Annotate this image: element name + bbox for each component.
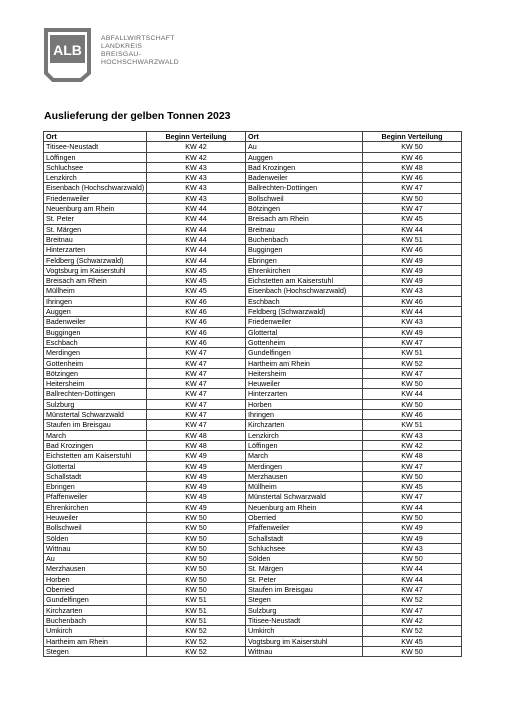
table-cell-ort: Lenzkirch [44, 173, 147, 183]
table-cell-week: KW 50 [147, 585, 246, 595]
table-row [44, 564, 462, 574]
table-row [44, 152, 462, 162]
table-cell-ort: St. Märgen [44, 224, 147, 234]
table-cell-week: KW 43 [147, 173, 246, 183]
table-cell-ort: Gottenheim [44, 358, 147, 368]
table-cell-ort: Buggingen [44, 327, 147, 337]
table-cell-week: KW 47 [363, 605, 462, 615]
table-row [44, 410, 462, 420]
table-cell-week: KW 50 [363, 399, 462, 409]
table-row [44, 142, 462, 152]
table-cell-week: KW 44 [147, 255, 246, 265]
table-cell-ort: Müllheim [246, 482, 363, 492]
table-cell-ort: Friedenweiler [44, 193, 147, 203]
table-cell-week: KW 44 [363, 224, 462, 234]
table-cell-week: KW 43 [363, 317, 462, 327]
table-cell-week: KW 49 [363, 265, 462, 275]
table-cell-ort: Feldberg (Schwarzwald) [44, 255, 147, 265]
table-cell-week: KW 43 [363, 430, 462, 440]
table-cell-week: KW 46 [147, 296, 246, 306]
table-row [44, 502, 462, 512]
table-cell-week: KW 52 [147, 646, 246, 656]
table-cell-ort: Eschbach [246, 296, 363, 306]
table-row [44, 337, 462, 347]
table-cell-ort: Stegen [246, 595, 363, 605]
logo-mark-text: ALB [53, 42, 82, 58]
table-cell-ort: Breisach am Rhein [44, 276, 147, 286]
table-cell-ort: Staufen im Breisgau [44, 420, 147, 430]
table-cell-week: KW 49 [147, 482, 246, 492]
table-cell-week: KW 50 [147, 533, 246, 543]
table-row [44, 193, 462, 203]
table-cell-ort: Löffingen [246, 440, 363, 450]
table-cell-week: KW 45 [147, 286, 246, 296]
table-row [44, 245, 462, 255]
table-cell-week: KW 49 [147, 461, 246, 471]
table-cell-ort: Feldberg (Schwarzwald) [246, 307, 363, 317]
table-cell-ort: Eisenbach (Hochschwarzwald) [44, 183, 147, 193]
table-cell-week: KW 43 [147, 193, 246, 203]
table-cell-week: KW 50 [363, 471, 462, 481]
table-cell-ort: Eichstetten am Kaiserstuhl [246, 276, 363, 286]
table-cell-week: KW 47 [147, 348, 246, 358]
table-cell-ort: Horben [246, 399, 363, 409]
table-cell-ort: Pfaffenweiler [44, 492, 147, 502]
table-cell-ort: Heitersheim [44, 379, 147, 389]
table-row [44, 276, 462, 286]
column-header-beginn: Beginn Verteilung [363, 132, 462, 142]
table-cell-ort: St. Peter [44, 214, 147, 224]
table-cell-ort: Oberried [44, 585, 147, 595]
table-cell-week: KW 43 [363, 543, 462, 553]
table-cell-week: KW 52 [147, 636, 246, 646]
table-cell-week: KW 46 [363, 296, 462, 306]
table-cell-week: KW 50 [363, 193, 462, 203]
table-cell-week: KW 45 [147, 265, 246, 275]
table-cell-week: KW 50 [363, 379, 462, 389]
table-cell-week: KW 44 [363, 564, 462, 574]
table-cell-week: KW 44 [147, 245, 246, 255]
table-cell-ort: Bad Krozingen [44, 440, 147, 450]
table-cell-week: KW 52 [147, 626, 246, 636]
table-cell-week: KW 49 [147, 492, 246, 502]
table-cell-ort: Heuweiler [246, 379, 363, 389]
table-cell-week: KW 49 [363, 255, 462, 265]
table-cell-ort: Umkirch [246, 626, 363, 636]
table-cell-ort: Titisee-Neustadt [246, 615, 363, 625]
table-cell-ort: Eichstetten am Kaiserstuhl [44, 451, 147, 461]
logo-line: ABFALLWIRTSCHAFT [101, 35, 175, 42]
table-row [44, 512, 462, 522]
table-row [44, 348, 462, 358]
table-cell-week: KW 48 [147, 430, 246, 440]
table-cell-ort: Buchenbach [246, 234, 363, 244]
table-cell-ort: Umkirch [44, 626, 147, 636]
table-row [44, 554, 462, 564]
table-cell-ort: Sulzburg [44, 399, 147, 409]
table-cell-week: KW 52 [363, 595, 462, 605]
table-cell-week: KW 46 [147, 307, 246, 317]
table-cell-week: KW 47 [147, 420, 246, 430]
table-cell-week: KW 44 [363, 574, 462, 584]
table-cell-ort: Buggingen [246, 245, 363, 255]
table-cell-ort: Hinterzarten [44, 245, 147, 255]
table-cell-week: KW 50 [363, 512, 462, 522]
table-cell-ort: Pfaffenweiler [246, 523, 363, 533]
table-cell-week: KW 50 [363, 646, 462, 656]
delivery-schedule-table [43, 131, 462, 657]
table-row [44, 399, 462, 409]
table-cell-ort: St. Märgen [246, 564, 363, 574]
table-cell-week: KW 47 [147, 358, 246, 368]
table-cell-ort: Schluchsee [44, 162, 147, 172]
table-cell-ort: Löffingen [44, 152, 147, 162]
table-row [44, 317, 462, 327]
table-cell-ort: Merdingen [246, 461, 363, 471]
column-header-ort: Ort [44, 132, 147, 142]
table-cell-ort: St. Peter [246, 574, 363, 584]
table-cell-ort: Friedenweiler [246, 317, 363, 327]
table-cell-week: KW 51 [363, 348, 462, 358]
table-cell-week: KW 49 [363, 327, 462, 337]
table-cell-ort: Vogtsburg im Kaiserstuhl [246, 636, 363, 646]
table-cell-ort: Gundelfingen [44, 595, 147, 605]
table-cell-week: KW 47 [363, 337, 462, 347]
table-cell-week: KW 52 [363, 626, 462, 636]
table-cell-ort: Ballrechten-Dottingen [246, 183, 363, 193]
table-row [44, 224, 462, 234]
table-cell-week: KW 50 [147, 574, 246, 584]
table-cell-week: KW 50 [147, 543, 246, 553]
table-cell-week: KW 49 [147, 451, 246, 461]
table-cell-week: KW 42 [363, 615, 462, 625]
table-cell-week: KW 52 [363, 358, 462, 368]
table-cell-ort: Breitnau [246, 224, 363, 234]
table-cell-week: KW 50 [363, 142, 462, 152]
table-cell-ort: March [44, 430, 147, 440]
table-row [44, 173, 462, 183]
table-cell-week: KW 46 [363, 152, 462, 162]
table-row [44, 358, 462, 368]
table-cell-week: KW 42 [363, 440, 462, 450]
table-cell-week: KW 44 [363, 502, 462, 512]
table-cell-ort: Schluchsee [246, 543, 363, 553]
table-cell-ort: Titisee-Neustadt [44, 142, 147, 152]
table-cell-ort: Schallstadt [246, 533, 363, 543]
table-row [44, 389, 462, 399]
table-cell-week: KW 44 [147, 224, 246, 234]
table-cell-ort: Kirchzarten [44, 605, 147, 615]
table-cell-ort: Eschbach [44, 337, 147, 347]
table-cell-ort: Horben [44, 574, 147, 584]
table-cell-ort: Ebringen [44, 482, 147, 492]
table-row [44, 533, 462, 543]
table-row [44, 368, 462, 378]
table-cell-week: KW 47 [363, 492, 462, 502]
table-cell-week: KW 50 [363, 554, 462, 564]
alb-logo [43, 27, 273, 85]
table-cell-ort: Sulzburg [246, 605, 363, 615]
table-cell-ort: Wittnau [246, 646, 363, 656]
table-cell-week: KW 47 [147, 389, 246, 399]
table-cell-ort: Ebringen [246, 255, 363, 265]
table-header-row [44, 132, 462, 142]
table-cell-ort: Münstertal Schwarzwald [44, 410, 147, 420]
table-cell-ort: Sölden [44, 533, 147, 543]
table-cell-week: KW 44 [363, 389, 462, 399]
alb-logo-mark [43, 27, 95, 83]
table-cell-ort: Neuenburg am Rhein [246, 502, 363, 512]
table-row [44, 420, 462, 430]
table-row [44, 234, 462, 244]
table-cell-week: KW 49 [363, 276, 462, 286]
table-cell-ort: Stegen [44, 646, 147, 656]
table-cell-ort: Hinterzarten [246, 389, 363, 399]
logo-wordmark [101, 35, 179, 67]
table-cell-ort: Vogtsburg im Kaiserstuhl [44, 265, 147, 275]
table-cell-week: KW 51 [147, 605, 246, 615]
table-cell-ort: Auggen [44, 307, 147, 317]
table-row [44, 605, 462, 615]
table-cell-week: KW 47 [363, 204, 462, 214]
table-cell-week: KW 50 [147, 564, 246, 574]
table-cell-ort: Ehrenkirchen [44, 502, 147, 512]
table-cell-week: KW 45 [363, 636, 462, 646]
table-cell-ort: Lenzkirch [246, 430, 363, 440]
table-row [44, 471, 462, 481]
table-cell-ort: Heuweiler [44, 512, 147, 522]
table-cell-ort: Badenweiler [44, 317, 147, 327]
table-cell-ort: Buchenbach [44, 615, 147, 625]
table-cell-week: KW 46 [147, 317, 246, 327]
table-row [44, 379, 462, 389]
table-cell-ort: Auggen [246, 152, 363, 162]
table-cell-week: KW 49 [363, 523, 462, 533]
table-cell-week: KW 51 [147, 595, 246, 605]
page-title: Auslieferung der gelben Tonnen 2023 [44, 110, 231, 122]
table-cell-ort: Ballrechten-Dottingen [44, 389, 147, 399]
table-cell-week: KW 47 [147, 379, 246, 389]
table-row [44, 296, 462, 306]
table-row [44, 255, 462, 265]
table-cell-week: KW 45 [363, 482, 462, 492]
table-cell-ort: Au [246, 142, 363, 152]
table-row [44, 440, 462, 450]
table-row [44, 585, 462, 595]
table-cell-ort: Glottertal [44, 461, 147, 471]
table-row [44, 636, 462, 646]
table-cell-week: KW 46 [363, 245, 462, 255]
table-cell-week: KW 42 [147, 152, 246, 162]
table-row [44, 265, 462, 275]
table-cell-ort: Breitnau [44, 234, 147, 244]
table-cell-week: KW 47 [363, 368, 462, 378]
table-cell-ort: Eisenbach (Hochschwarzwald) [246, 286, 363, 296]
table-row [44, 204, 462, 214]
table-cell-week: KW 47 [363, 183, 462, 193]
table-cell-week: KW 45 [363, 214, 462, 224]
table-row [44, 327, 462, 337]
table-cell-week: KW 47 [147, 410, 246, 420]
table-cell-week: KW 51 [363, 234, 462, 244]
table-row [44, 286, 462, 296]
table-cell-week: KW 45 [147, 276, 246, 286]
table-cell-ort: Gundelfingen [246, 348, 363, 358]
table-cell-week: KW 47 [147, 368, 246, 378]
table-row [44, 183, 462, 193]
table-cell-ort: Bad Krozingen [246, 162, 363, 172]
table-cell-ort: Badenweiler [246, 173, 363, 183]
table-cell-week: KW 49 [147, 502, 246, 512]
table-cell-ort: Sölden [246, 554, 363, 564]
table-cell-ort: Ehrenkirchen [246, 265, 363, 275]
table-cell-ort: Staufen im Breisgau [246, 585, 363, 595]
table-cell-week: KW 46 [363, 173, 462, 183]
logo-line: LANDKREIS [101, 43, 143, 50]
table-cell-week: KW 48 [363, 451, 462, 461]
table-row [44, 626, 462, 636]
table-cell-week: KW 48 [147, 440, 246, 450]
table-cell-week: KW 46 [147, 337, 246, 347]
table-cell-week: KW 47 [363, 461, 462, 471]
table-cell-week: KW 43 [147, 162, 246, 172]
table-row [44, 523, 462, 533]
table-row [44, 482, 462, 492]
table-cell-ort: Oberried [246, 512, 363, 522]
logo-line: BREISGAU- [101, 51, 142, 58]
table-cell-ort: Bötzingen [44, 368, 147, 378]
table-row [44, 307, 462, 317]
table-row [44, 615, 462, 625]
table-cell-week: KW 44 [147, 214, 246, 224]
table-cell-ort: Merzhausen [44, 564, 147, 574]
column-header-beginn: Beginn Verteilung [147, 132, 246, 142]
table-cell-ort: Ihringen [246, 410, 363, 420]
table-cell-ort: Merdingen [44, 348, 147, 358]
table-cell-ort: Schallstadt [44, 471, 147, 481]
table-cell-week: KW 47 [147, 399, 246, 409]
table-cell-week: KW 51 [147, 615, 246, 625]
table-cell-ort: Gottenheim [246, 337, 363, 347]
table-cell-ort: Wittnau [44, 543, 147, 553]
table-cell-ort: Bollschweil [44, 523, 147, 533]
table-cell-ort: Hartheim am Rhein [44, 636, 147, 646]
table-cell-ort: Kirchzarten [246, 420, 363, 430]
table-cell-ort: Au [44, 554, 147, 564]
table-row [44, 461, 462, 471]
table-row [44, 162, 462, 172]
table-row [44, 492, 462, 502]
table-cell-ort: Glottertal [246, 327, 363, 337]
table-cell-week: KW 51 [363, 420, 462, 430]
table-cell-ort: Heitersheim [246, 368, 363, 378]
table-cell-ort: Merzhausen [246, 471, 363, 481]
column-header-ort: Ort [246, 132, 363, 142]
table-cell-week: KW 44 [147, 234, 246, 244]
table-cell-week: KW 43 [147, 183, 246, 193]
table-cell-week: KW 43 [363, 286, 462, 296]
table-cell-week: KW 50 [147, 523, 246, 533]
table-cell-week: KW 50 [147, 512, 246, 522]
table-cell-week: KW 46 [147, 327, 246, 337]
table-cell-ort: Bollschweil [246, 193, 363, 203]
table-cell-week: KW 48 [363, 162, 462, 172]
table-cell-ort: March [246, 451, 363, 461]
table-cell-week: KW 49 [147, 471, 246, 481]
table-row [44, 543, 462, 553]
table-cell-ort: Münstertal Schwarzwald [246, 492, 363, 502]
table-row [44, 430, 462, 440]
table-cell-ort: Müllheim [44, 286, 147, 296]
table-cell-week: KW 46 [363, 410, 462, 420]
table-cell-ort: Neuenburg am Rhein [44, 204, 147, 214]
table-cell-ort: Bötzingen [246, 204, 363, 214]
table-row [44, 595, 462, 605]
table-cell-ort: Breisach am Rhein [246, 214, 363, 224]
table-cell-week: KW 49 [363, 533, 462, 543]
table-row [44, 214, 462, 224]
table-cell-week: KW 44 [147, 204, 246, 214]
table-cell-ort: Hartheim am Rhein [246, 358, 363, 368]
table-cell-week: KW 50 [147, 554, 246, 564]
table-row [44, 646, 462, 656]
table-cell-week: KW 44 [363, 307, 462, 317]
table-cell-ort: Ihringen [44, 296, 147, 306]
logo-line: HOCHSCHWARZWALD [101, 59, 180, 66]
table-row [44, 451, 462, 461]
table-cell-week: KW 47 [363, 585, 462, 595]
table-cell-week: KW 42 [147, 142, 246, 152]
table-row [44, 574, 462, 584]
